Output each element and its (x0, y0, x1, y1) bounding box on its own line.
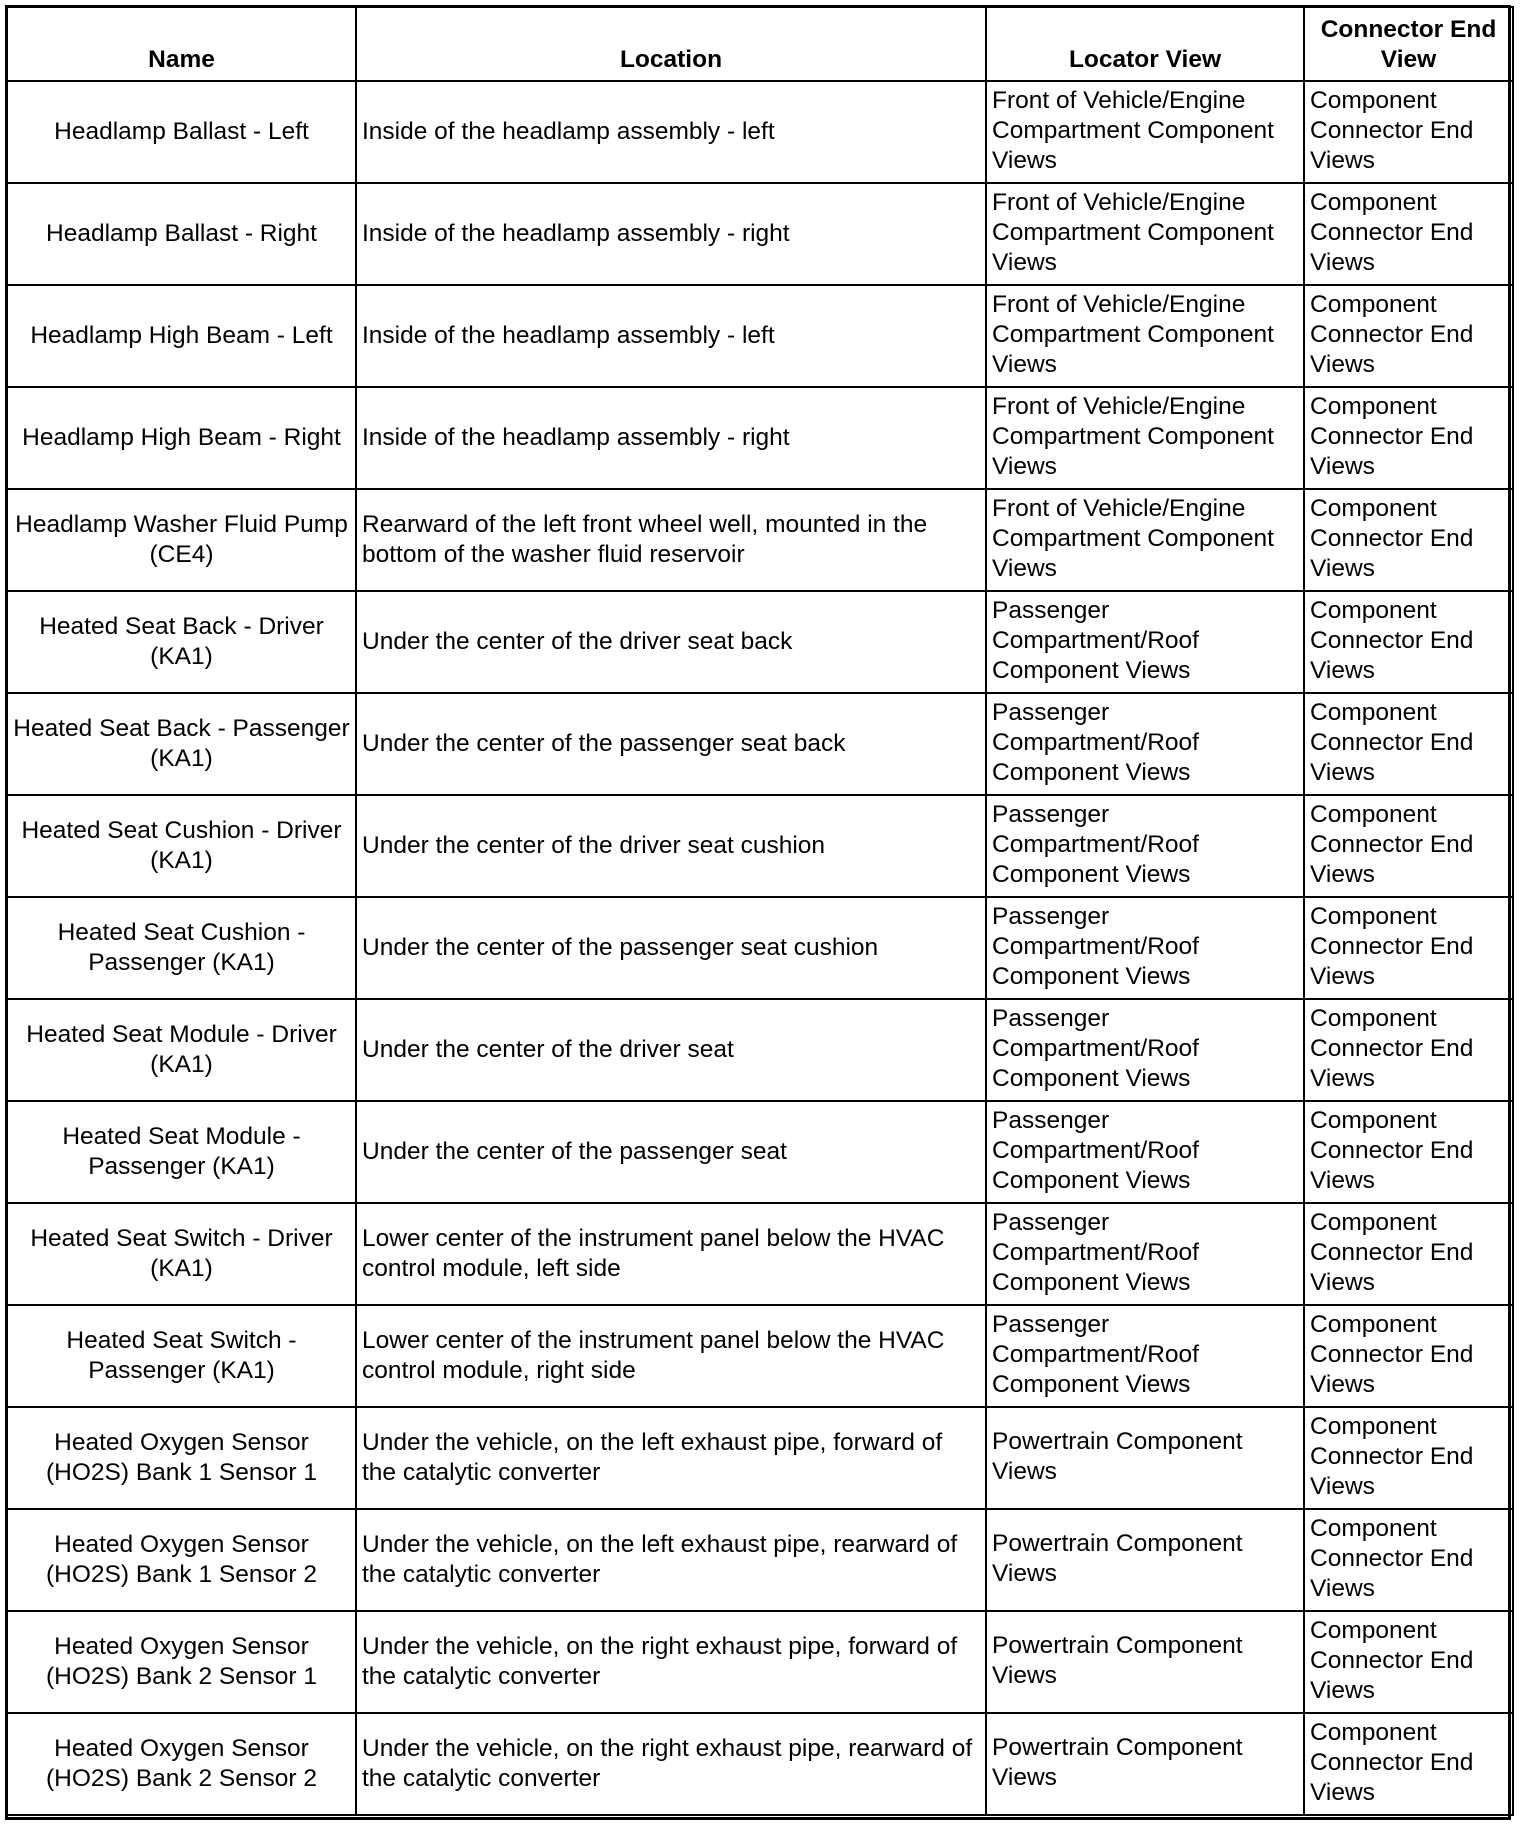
cell-name: Heated Oxygen Sensor (HO2S) Bank 1 Sensor 1 (7, 1407, 356, 1509)
cell-connector-end-view: Component Connector End Views (1304, 591, 1513, 693)
cell-connector-end-view: Component Connector End Views (1304, 1611, 1513, 1713)
cell-connector-end-view: Component Connector End Views (1304, 1203, 1513, 1305)
cell-name: Heated Seat Back - Passenger (KA1) (7, 693, 356, 795)
header-connector-end-view: Connector End View (1304, 7, 1513, 81)
table-row (7, 285, 1513, 387)
cell-location: Under the center of the passenger seat cushion (356, 897, 986, 999)
cell-locator-view: Front of Vehicle/Engine Compartment Component Views (986, 183, 1304, 285)
cell-name: Headlamp Ballast - Left (7, 81, 356, 183)
cell-connector-end-view: Component Connector End Views (1304, 897, 1513, 999)
cell-connector-end-view: Component Connector End Views (1304, 1713, 1513, 1815)
table-row (7, 999, 1513, 1101)
cell-location: Lower center of the instrument panel below the HVAC control module, left side (356, 1203, 986, 1305)
cell-name: Heated Seat Module - Driver (KA1) (7, 999, 356, 1101)
header-location: Location (356, 7, 986, 81)
cell-location: Lower center of the instrument panel below the HVAC control module, right side (356, 1305, 986, 1407)
cell-location: Under the center of the driver seat back (356, 591, 986, 693)
cell-location: Rearward of the left front wheel well, mounted in the bottom of the washer fluid reservoir (356, 489, 986, 591)
cell-locator-view: Passenger Compartment/Roof Component Views (986, 591, 1304, 693)
cell-name: Heated Seat Module - Passenger (KA1) (7, 1101, 356, 1203)
cell-name: Heated Seat Back - Driver (KA1) (7, 591, 356, 693)
table-row (7, 489, 1513, 591)
cell-location: Inside of the headlamp assembly - left (356, 81, 986, 183)
cell-connector-end-view: Component Connector End Views (1304, 183, 1513, 285)
cell-locator-view: Passenger Compartment/Roof Component Views (986, 999, 1304, 1101)
cell-locator-view: Passenger Compartment/Roof Component Views (986, 1101, 1304, 1203)
cell-name: Headlamp High Beam - Left (7, 285, 356, 387)
table-row (7, 897, 1513, 999)
cell-connector-end-view: Component Connector End Views (1304, 693, 1513, 795)
table-row (7, 1407, 1513, 1509)
cell-locator-view: Passenger Compartment/Roof Component Views (986, 1203, 1304, 1305)
header-name: Name (7, 7, 356, 81)
cell-locator-view: Front of Vehicle/Engine Compartment Component Views (986, 387, 1304, 489)
cell-name: Headlamp Ballast - Right (7, 183, 356, 285)
cell-location: Under the center of the passenger seat back (356, 693, 986, 795)
cell-connector-end-view: Component Connector End Views (1304, 489, 1513, 591)
cell-locator-view: Front of Vehicle/Engine Compartment Component Views (986, 81, 1304, 183)
cell-name: Heated Seat Cushion - Passenger (KA1) (7, 897, 356, 999)
cell-connector-end-view: Component Connector End Views (1304, 1101, 1513, 1203)
table-row (7, 387, 1513, 489)
cell-location: Inside of the headlamp assembly - right (356, 183, 986, 285)
cell-name: Heated Oxygen Sensor (HO2S) Bank 2 Sensor 1 (7, 1611, 356, 1713)
cell-connector-end-view: Component Connector End Views (1304, 285, 1513, 387)
cell-location: Inside of the headlamp assembly - right (356, 387, 986, 489)
table-row (7, 1305, 1513, 1407)
cell-connector-end-view: Component Connector End Views (1304, 1407, 1513, 1509)
cell-locator-view: Powertrain Component Views (986, 1713, 1304, 1815)
cell-name: Headlamp High Beam - Right (7, 387, 356, 489)
cell-name: Heated Seat Cushion - Driver (KA1) (7, 795, 356, 897)
table-row (7, 1611, 1513, 1713)
cell-location: Under the vehicle, on the left exhaust pipe, forward of the catalytic converter (356, 1407, 986, 1509)
cell-location: Under the center of the driver seat cushion (356, 795, 986, 897)
cell-name: Heated Oxygen Sensor (HO2S) Bank 2 Sensor 2 (7, 1713, 356, 1815)
table-row (7, 591, 1513, 693)
table-row (7, 1203, 1513, 1305)
cell-locator-view: Passenger Compartment/Roof Component Views (986, 1305, 1304, 1407)
cell-locator-view: Passenger Compartment/Roof Component Views (986, 897, 1304, 999)
cell-location: Inside of the headlamp assembly - left (356, 285, 986, 387)
cell-locator-view: Powertrain Component Views (986, 1407, 1304, 1509)
cell-locator-view: Front of Vehicle/Engine Compartment Component Views (986, 285, 1304, 387)
table-row (7, 1101, 1513, 1203)
cell-connector-end-view: Component Connector End Views (1304, 387, 1513, 489)
table-row (7, 183, 1513, 285)
cell-locator-view: Passenger Compartment/Roof Component Views (986, 693, 1304, 795)
cell-location: Under the vehicle, on the left exhaust pipe, rearward of the catalytic converter (356, 1509, 986, 1611)
cell-location: Under the vehicle, on the right exhaust pipe, forward of the catalytic converter (356, 1611, 986, 1713)
cell-name: Heated Seat Switch - Passenger (KA1) (7, 1305, 356, 1407)
header-locator-view: Locator View (986, 7, 1304, 81)
table-row (7, 795, 1513, 897)
table-row (7, 1713, 1513, 1815)
cell-connector-end-view: Component Connector End Views (1304, 1305, 1513, 1407)
cell-connector-end-view: Component Connector End Views (1304, 81, 1513, 183)
cell-connector-end-view: Component Connector End Views (1304, 999, 1513, 1101)
cell-locator-view: Powertrain Component Views (986, 1611, 1304, 1713)
cell-connector-end-view: Component Connector End Views (1304, 795, 1513, 897)
component-locator-table (6, 6, 1514, 1816)
cell-locator-view: Powertrain Component Views (986, 1509, 1304, 1611)
cell-location: Under the center of the driver seat (356, 999, 986, 1101)
cell-name: Headlamp Washer Fluid Pump (CE4) (7, 489, 356, 591)
cell-name: Heated Seat Switch - Driver (KA1) (7, 1203, 356, 1305)
cell-location: Under the center of the passenger seat (356, 1101, 986, 1203)
cell-connector-end-view: Component Connector End Views (1304, 1509, 1513, 1611)
header-row (7, 7, 1513, 81)
table-row (7, 693, 1513, 795)
table-row (7, 81, 1513, 183)
cell-locator-view: Front of Vehicle/Engine Compartment Component Views (986, 489, 1304, 591)
cell-locator-view: Passenger Compartment/Roof Component Views (986, 795, 1304, 897)
table-row (7, 1509, 1513, 1611)
cell-name: Heated Oxygen Sensor (HO2S) Bank 1 Sensor 2 (7, 1509, 356, 1611)
cell-location: Under the vehicle, on the right exhaust pipe, rearward of the catalytic converter (356, 1713, 986, 1815)
